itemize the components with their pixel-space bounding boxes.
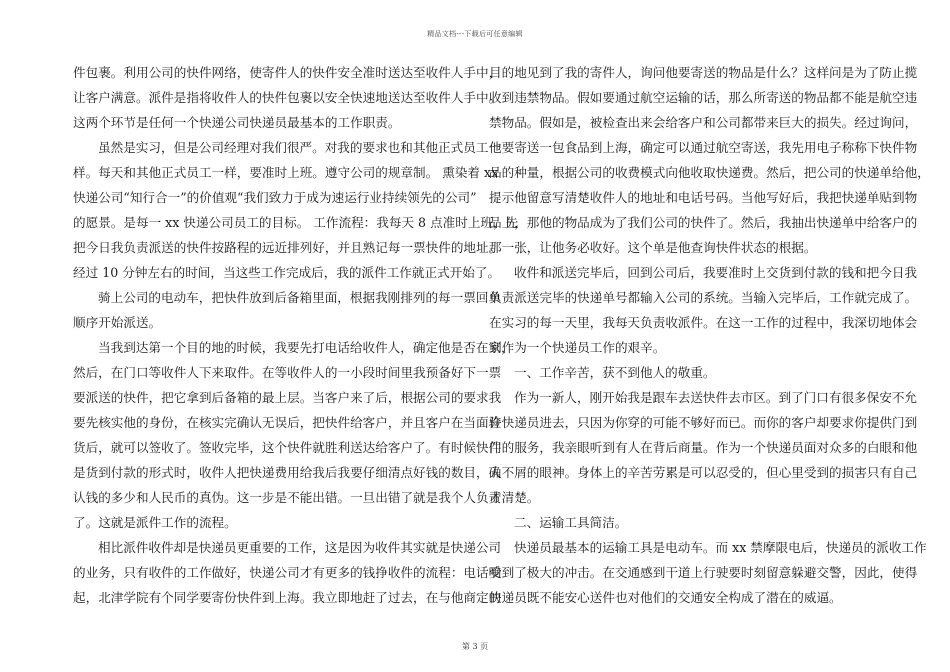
text-line: 快递员既不能安心送件也对他们的交通安全构成了潜在的威逼。 [489, 590, 842, 605]
text-line: 让客户满意。派件是指将收件人的快件包裹以安全快速地送达至收件人手中。 [73, 90, 502, 105]
text-line: 那一张，让他务必收好。这个单是他查询快件状态的根据。 [489, 240, 817, 255]
text-line: 禁物品。假如是，被检查出来会给客户和公司都带来巨大的损失。经过询问， [489, 115, 918, 130]
text-line: 作为一新人，刚开始我是跟车去送快件去市区。到了门口有很多保安不允 [514, 390, 917, 405]
text-line: 他要寄送一包食品到上海，确定可以通过航空寄送，我先用电子称称下快件物 [489, 140, 918, 155]
page-header: 精品文档---下载后可任意编辑 [427, 30, 523, 38]
text-line: 虽然是实习，但是公司经理对我们很严。对我的要求也和其他正式员工一 [98, 140, 501, 155]
text-line: 二、运输工具简洁。 [514, 515, 628, 530]
text-line: 要派送的快件，把它拿到后备箱的最上层。当客户来了后，根据公司的要求我 [73, 390, 502, 405]
text-line: 经过 10 分钟左右的时间，当这些工作完成后，我的派件工作就正式开始了。 [73, 265, 501, 280]
text-line: 目的地见到了我的寄件人，询问他要寄送的物品是什么？这样问是为了防止揽 [489, 65, 918, 80]
text-line: 是货到付款的形式时，收件人把快递费用给我后我要仔细清点好钱的数目，确 [73, 465, 502, 480]
text-line: 把今日我负责派送的快件按路程的远近排列好，并且熟记每一票快件的地址。 [73, 240, 502, 255]
text-line: 这两个环节是任何一个快递公司快递员最基本的工作职责。 [73, 115, 401, 130]
text-line: 快递员最基本的运输工具是电动车。而 xx 禁摩限电后，快递员的派收工作 [514, 540, 927, 555]
text-line: 样。每天和其他正式员工一样，要准时上班。遵守公司的规章制。 熏染着 xx [73, 165, 499, 180]
text-line: 件包裹。利用公司的快件网络，使寄件人的快件安全准时送达至收件人手中， [73, 65, 502, 80]
page-number: 第 3 页 [461, 642, 489, 651]
text-line: 门的服务，我亲眼听到有人在背后商量。作为一个快递员面对众多的白眼和他 [489, 440, 918, 455]
text-line: 品上，那他的物品成为了我们公司的快件了。然后，我抽出快递单中给客户的 [489, 215, 918, 230]
text-line: 在实习的每一天里，我每天负责收派件。在这一工作的过程中，我深切地体会 [489, 315, 918, 330]
text-line: 然后，在门口等收件人下来取件。在等收件人的一小段时间里我预备好下一票 [73, 365, 502, 380]
text-line: 许快递员进去，只因为你穿的可能不够好而已。而你的客户却要求你提供门到 [489, 415, 918, 430]
text-line: 收件和派送完毕后，回到公司后，我要准时上交货到付款的钱和把今日我 [514, 265, 917, 280]
text-line: 相比派件收件却是快递员更重要的工作，这是因为收件其实就是快递公司 [98, 540, 501, 555]
text-line: 了。这就是派件工作的流程。 [73, 515, 237, 530]
text-line: 认钱的多少和人民币的真伪。这一步是不能出错。一旦出错了就是我个人负责 [73, 490, 502, 505]
text-line: 品的种量，根据公司的收费模式向他收取快递费。然后，把公司的快递单给他， [489, 165, 930, 180]
text-line: 受到了极大的冲击。在交通感到干道上行驶要时刻留意躲避交警，因此，使得 [489, 565, 918, 580]
right-text-column [489, 60, 930, 610]
text-line: 收到违禁物品。假如要通过航空运输的话，那么所寄送的物品都不能是航空违 [489, 90, 918, 105]
text-line: 货后，就可以签收了。签收完毕，这个快件就胜利送达给客户了。有时候快件 [73, 440, 502, 455]
text-line: 要先核实他的身份，在核实完确认无误后，把快件给客户，并且客户在当面验 [73, 415, 502, 430]
text-line: 起，北津学院有个同学要寄份快件到上海。我立即地赶了过去，在与他商定的 [73, 590, 502, 605]
text-line: 快递公司“知行合一”的价值观“我们致力于成为速运行业持续领先的公司” [73, 190, 477, 205]
text-line: 提示他留意写清楚收件人的地址和电话号码。当他写好后，我把快递单贴到物 [489, 190, 918, 205]
text-line: 一、工作辛苦，获不到他人的敬重。 [514, 365, 716, 380]
text-line: 顺序开始派送。 [73, 315, 162, 330]
text-line: 才清楚。 [489, 490, 540, 505]
text-line: 人不屑的眼神。身体上的辛苦劳累是可以忍受的，但心里受到的损害只有自己 [489, 465, 918, 480]
text-line: 的业务，只有收件的工作做好，快递公司才有更多的钱挣收件的流程：电话响 [73, 565, 502, 580]
text-line: 骑上公司的电动车，把快件放到后备箱里面，根据我刚排列的每一票回单 [98, 290, 501, 305]
text-line: 的愿景。是每一 xx 快递公司员工的目标。 工作流程：我每天 8 点准时上班，先 [73, 215, 519, 230]
text-line: 当我到达第一个目的地的时候，我要先打电话给收件人，确定他是否在家， [98, 340, 514, 355]
text-line: 到作为一个快递员工作的艰辛。 [489, 340, 666, 355]
text-line: 负责派送完毕的快递单号都输入公司的系统。当输入完毕后，工作就完成了。 [489, 290, 918, 305]
